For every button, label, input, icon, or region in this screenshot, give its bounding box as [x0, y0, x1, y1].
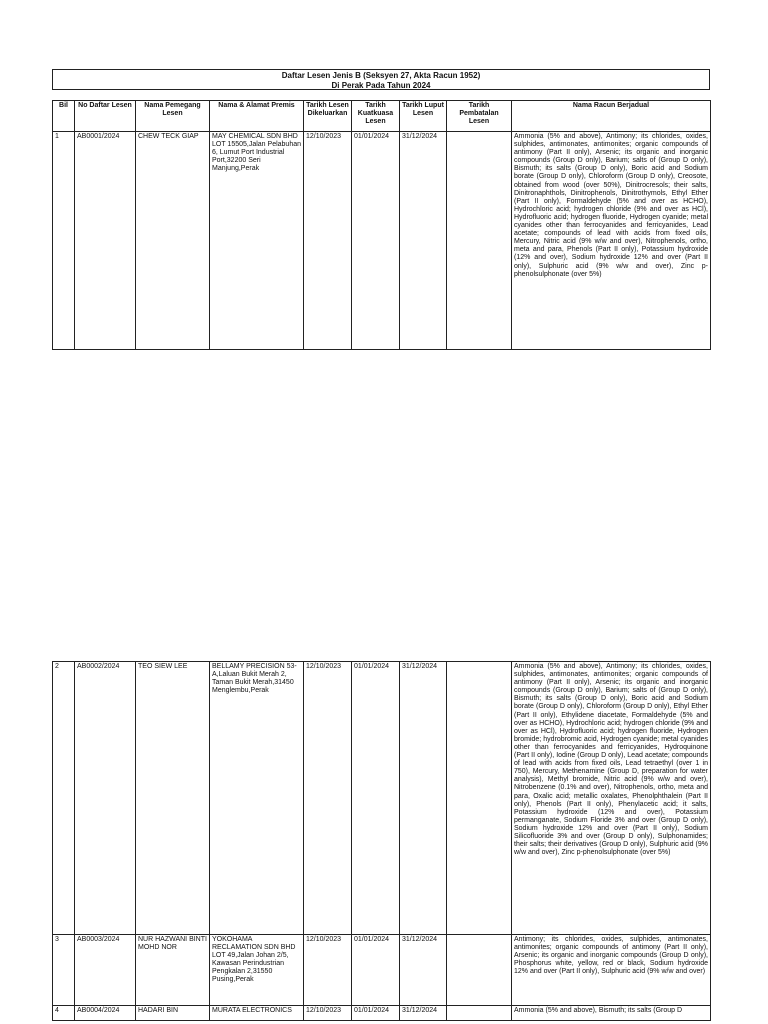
cell-no-daftar: AB0002/2024 — [75, 662, 136, 935]
cell-bil: 3 — [53, 935, 75, 1006]
cell-kuatkuasa: 01/01/2024 — [352, 662, 400, 935]
cell-pembatalan — [447, 662, 512, 935]
cell-premis: MAY CHEMICAL SDN BHD LOT 15505,Jalan Pelabuhan 6, Lumut Port Industrial Port,32200 Seri Manjung,Perak — [210, 132, 304, 350]
cell-racun: Antimony; its chlorides, oxides, sulphides, antimonates, antimonites; organic compounds of antimony (Part II only), Arsenic; its organic and inorganic compounds (Group D only), Phosphorus white, yellow, red or black, Sodium hydroxide 12% and over (Part II only), Sulphuric acid (9% w/w and over) — [512, 935, 711, 1006]
cell-pemegang: HADARI BIN — [136, 1006, 210, 1021]
table-row — [53, 662, 711, 935]
cell-luput: 31/12/2024 — [400, 935, 447, 1006]
cell-premis: YOKOHAMA RECLAMATION SDN BHD LOT 49,Jalan Johan 2/5, Kawasan Perindustrian Pengkalan 2,31550 Pusing,Perak — [210, 935, 304, 1006]
header-pembatalan: Tarikh Pembatalan Lesen — [447, 101, 512, 132]
table-row — [53, 1006, 711, 1021]
table-row — [53, 132, 711, 350]
cell-dikeluarkan: 12/10/2023 — [304, 662, 352, 935]
cell-premis: MURATA ELECTRONICS — [210, 1006, 304, 1021]
document-title: Daftar Lesen Jenis B (Seksyen 27, Akta Racun 1952) — [281, 71, 481, 80]
cell-luput: 31/12/2024 — [400, 1006, 447, 1021]
cell-luput: 31/12/2024 — [400, 132, 447, 350]
cell-luput: 31/12/2024 — [400, 662, 447, 935]
license-table-part-1 — [52, 100, 711, 350]
cell-no-daftar: AB0001/2024 — [75, 132, 136, 350]
document-title-box — [52, 69, 710, 90]
cell-pemegang: CHEW TECK GIAP — [136, 132, 210, 350]
cell-pembatalan — [447, 132, 512, 350]
header-bil: Bil — [53, 101, 75, 132]
table-header-row — [53, 101, 711, 132]
header-premis: Nama & Alamat Premis — [210, 101, 304, 132]
header-dikeluarkan: Tarikh Lesen Dikeluarkan — [304, 101, 352, 132]
header-no-daftar: No Daftar Lesen — [75, 101, 136, 132]
header-kuatkuasa: Tarikh Kuatkuasa Lesen — [352, 101, 400, 132]
license-table-part-2 — [52, 661, 711, 1021]
cell-pembatalan — [447, 935, 512, 1006]
header-pemegang: Nama Pemegang Lesen — [136, 101, 210, 132]
table-row — [53, 935, 711, 1006]
cell-dikeluarkan: 12/10/2023 — [304, 935, 352, 1006]
cell-dikeluarkan: 12/10/2023 — [304, 1006, 352, 1021]
cell-racun: Ammonia (5% and above), Bismuth; its salts (Group D — [512, 1006, 711, 1021]
document-subtitle: Di Perak Pada Tahun 2024 — [331, 80, 431, 90]
cell-bil: 1 — [53, 132, 75, 350]
cell-no-daftar: AB0003/2024 — [75, 935, 136, 1006]
cell-racun: Ammonia (5% and above), Antimony; its chlorides, oxides, sulphides, antimonates, antimonites; organic compounds of antimony (Part II only), Arsenic; its organic and inorganic compounds (Group D only), Barium; salts of (Group D only), Bismuth; its salts (Group D only), Boric acid and Sodium borate (Group D only), Chloroform (Group D only), Ethyl Ether (Part II only), Ethylidene diacetate, Formaldehyde (5% and over as HCHO), Hydrochloric acid; hydrogen chloride (9% and over as HCl), Hydrofluoric acid; hydrogen fluoride, Hydrogen bromide; hydrobromic acid, Hydrogen cyanide; metal cyanides other than ferrocyanides and ferricyanides, Hydroquinone (Part II only), Iodine (Group D only), Lead acetate; compounds of lead with acids from fixed oils, Lead tetraethyl (over 1 in 750), Mercury, Methenamine (Group D, preparation for water analysis), Methyl bromide, Nitric acid (9% w/w and over), Nitrobenzene (0.1% and over), Nitrophenols, ortho, meta and para, Oxalic acid; metallic oxalates, Phenolphthalein (Part II only), Phenols (Part II only), Phenylacetic acid; it salts, Potassium hydroxide (12% and over), Potassium permanganate, Sodium Floride 3% and over (Group D only), Sodium hydroxide 12% and over (Part II only), Sodium Silicofluoride 3% and over (Group D only), Sulphonamides; their salts; their derivatives (Group D only), Sulphuric acid (9% w/w and over), Zinc p-phenolsulphonate (over 5%) — [512, 662, 711, 935]
cell-premis: BELLAMY PRECISION 53-A,Laluan Bukit Merah 2, Taman Bukit Merah,31450 Menglembu,Perak — [210, 662, 304, 935]
cell-kuatkuasa: 01/01/2024 — [352, 935, 400, 1006]
cell-bil: 2 — [53, 662, 75, 935]
header-luput: Tarikh Luput Lesen — [400, 101, 447, 132]
header-racun: Nama Racun Berjadual — [512, 101, 711, 132]
cell-kuatkuasa: 01/01/2024 — [352, 132, 400, 350]
cell-pemegang: TEO SIEW LEE — [136, 662, 210, 935]
cell-pemegang: NUR HAZWANI BINTI MOHD NOR — [136, 935, 210, 1006]
cell-kuatkuasa: 01/01/2024 — [352, 1006, 400, 1021]
cell-dikeluarkan: 12/10/2023 — [304, 132, 352, 350]
cell-no-daftar: AB0004/2024 — [75, 1006, 136, 1021]
cell-racun: Ammonia (5% and above), Antimony; its chlorides, oxides, sulphides, antimonates, antimonites; organic compounds of antimony (Part II only), Arsenic; its organic and inorganic compounds (Group D only), Barium; salts of (Group D only), Bismuth; its salts (Group D only), Boric acid and Sodium borate (Group D only), Chloroform (Group D only), Creosote, obtained from wood (over 50%), Dinitrocresols; their salts, Dinitronaphthols, Dinitrophenols, Dinitrothymols, Ethyl Ether (Part II only), Formaldehyde (5% and over as HCHO), Hydrochloric acid; hydrogen chloride (9% and over as HCl), Hydrofluoric acid; hydrogen fluoride, Hydrogen cyanide; metal cyanides other than ferrocyanides and ferricyanides, Lead acetate; compounds of lead with acids from fixed oils, Mercury, Nitric acid (9% w/w and over), Nitrophenols, ortho, meta and para, Phenols (Part II only), Potassium hydroxide (12% and over), Sodium hydroxide 12% and over (Part II only), Sulphuric acid (9% w/w and over), Zinc p-phenolsulphonate (over 5%) — [512, 132, 711, 350]
cell-pembatalan — [447, 1006, 512, 1021]
cell-bil: 4 — [53, 1006, 75, 1021]
